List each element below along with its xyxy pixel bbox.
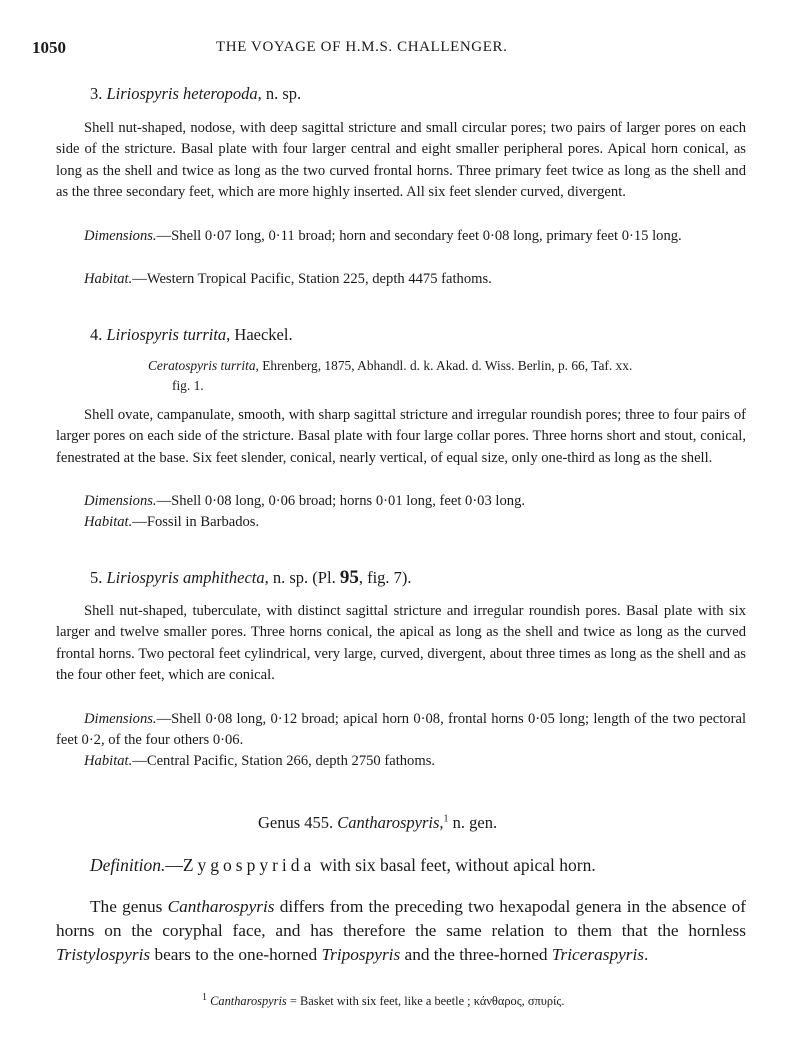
habitat-text: —Fossil in Barbados.	[132, 514, 260, 530]
genus-name: Cantharospyris,	[337, 813, 444, 832]
footnote-number: 1	[202, 991, 207, 1003]
species-dimensions	[56, 491, 746, 512]
dimensions-text: —Shell 0·07 long, 0·11 broad; horn and secondary feet 0·08 long, primary feet 0·15 long.	[156, 228, 682, 244]
species-description: Shell nut-shaped, tuberculate, with distinct sagittal stricture and irregular roundish pores. Basal plate with six larger and twelve smaller pores. Three horns conical, the apical as long as the shell and twice as long as the curved frontal horns. Two pectoral feet cylindrical, very large, curved, divergent, about three times as long as the shell and as the four other feet, which are conical.	[56, 603, 746, 683]
habitat-label: Habitat.	[84, 514, 133, 530]
genus-definition	[90, 855, 596, 876]
genus-prefix: Genus 455.	[258, 813, 338, 832]
genus-text-3: bears to the one-horned	[150, 945, 322, 965]
synonym-line-1	[148, 356, 746, 376]
species-author: , Haeckel.	[226, 325, 293, 344]
genus-name-ref-4: Triceraspyris	[551, 945, 645, 965]
species-dimensions	[56, 709, 746, 752]
dimensions-label: Dimensions.	[84, 493, 157, 509]
footnote	[202, 991, 565, 1009]
species-habitat	[56, 751, 746, 772]
species-heading-5	[90, 567, 412, 589]
definition-label: Definition.	[90, 855, 166, 875]
species-heading-3	[90, 84, 301, 104]
species-habitat	[56, 512, 746, 533]
species-description: Shell ovate, campanulate, smooth, with sharp sagittal stricture and irregular roundish pores; three to four pairs of larger pores on each side of the stricture. Basal plate with four large collar pores. Three horns short and stout, conical, fenestrated at the base. Six feet slender, conical, nearly vertical, of equal size, only one-third as long as the shell.	[56, 407, 746, 466]
habitat-text: —Central Pacific, Station 266, depth 2750 fathoms.	[132, 753, 436, 769]
genus-suffix: n. gen.	[448, 813, 498, 832]
genus-name-ref-3: Tripospyris	[321, 945, 401, 965]
synonym-line-2: fig. 1.	[172, 378, 204, 393]
genus-text-2: differs from the preceding two hexapodal genera in the absence of horns on the coryphal face, and has therefore the same relation to them that the hornless	[56, 897, 746, 941]
footnote-term: Cantharospyris	[210, 994, 287, 1008]
species-name: Liriospyris turrita	[106, 325, 227, 344]
species-name: Liriospyris heteropoda	[106, 84, 258, 103]
species-number: 5.	[90, 568, 103, 587]
species-author: , n. sp.	[257, 84, 302, 103]
genus-text-4: and the three-horned	[400, 945, 552, 965]
definition-dash: —	[165, 855, 183, 875]
genus-text-1: The genus	[90, 897, 168, 916]
dimensions-text: —Shell 0·08 long, 0·06 broad; horns 0·01 long, feet 0·03 long.	[156, 493, 526, 509]
species-number: 4.	[90, 325, 103, 344]
definition-family: Zygospyrida	[182, 855, 316, 875]
habitat-text: —Western Tropical Pacific, Station 225, depth 4475 fathoms.	[132, 271, 492, 287]
plate-number: 95	[339, 567, 359, 588]
running-title: THE VOYAGE OF H.M.S. CHALLENGER.	[216, 39, 508, 55]
dimensions-label: Dimensions.	[84, 228, 157, 244]
synonymy-reference	[148, 356, 746, 396]
plate-suffix: , fig. 7).	[358, 568, 412, 587]
genus-text-5: .	[644, 945, 649, 965]
habitat-label: Habitat.	[84, 753, 133, 769]
dimensions-label: Dimensions.	[84, 711, 157, 727]
definition-text: with six basal feet, without apical horn.	[315, 855, 596, 875]
genus-name-ref-1: Cantharospyris	[167, 897, 275, 916]
species-heading-4	[90, 325, 293, 345]
synonym-name: Ceratospyris turrita	[148, 358, 256, 373]
footnote-text: = Basket with six feet, like a beetle ; κάνθαρος, σπυρίς.	[286, 994, 565, 1008]
genus-name-ref-2: Tristylospyris	[56, 945, 151, 965]
species-dimensions	[56, 226, 746, 247]
species-author: , n. sp. (Pl.	[264, 568, 340, 587]
genus-heading	[258, 813, 497, 833]
page-number: 1050	[32, 38, 66, 57]
synonym-ref: , Ehrenberg, 1875, Abhandl. d. k. Akad. d. Wiss. Berlin, p. 66, Taf. xx.	[255, 358, 633, 373]
footnote-marker: 1	[443, 813, 449, 825]
species-number: 3.	[90, 84, 103, 103]
genus-discussion	[56, 895, 746, 968]
habitat-label: Habitat.	[84, 271, 133, 287]
species-description: Shell nut-shaped, nodose, with deep sagittal stricture and small circular pores; two pairs of larger pores on each side of the stricture. Basal plate with four larger central and eight smaller peripheral pores. Apical horn conical, as long as the shell and twice as long as the two curved frontal horns. Three primary feet twice as long as the shell and as the three secondary feet, which are more highly inserted. All six feet slender curved, divergent.	[56, 120, 746, 200]
species-habitat	[56, 269, 746, 290]
page-header	[32, 38, 762, 60]
dimensions-text: —Shell 0·08 long, 0·12 broad; apical horn 0·08, frontal horns 0·05 long; length of the two pectoral feet 0·2, of the four others 0·06.	[56, 711, 746, 749]
species-name: Liriospyris amphithecta	[106, 568, 265, 587]
